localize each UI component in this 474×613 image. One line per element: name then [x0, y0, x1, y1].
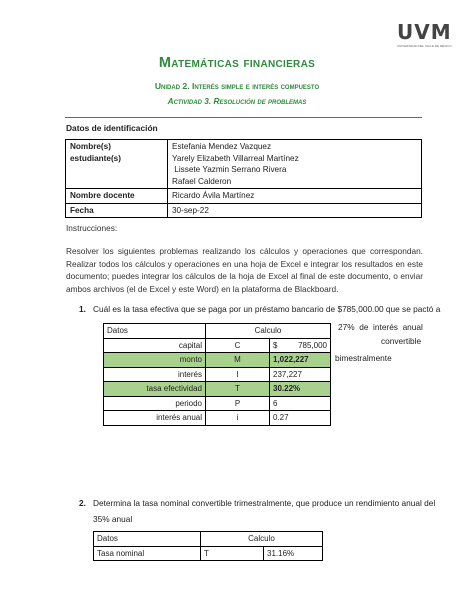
table-row-highlighted	[104, 382, 331, 397]
row-value: 6	[270, 396, 331, 411]
row-label: tasa efectividad	[104, 382, 206, 397]
instructions-body: Resolver los siguientes problemas realizando los cálculos y operaciones que correspondan. Realizar todos los cálculos y operaciones en una hoja de Excel e integrar los resultados en este documento; puedes integrar los cálculos de la hoja de Excel al final de este documento, o enviar ambos archivos (el de Excel y este Word) en la plataforma de Blackboard.	[66, 246, 423, 294]
row-value: 237,227	[270, 367, 331, 382]
row-value	[270, 338, 331, 353]
row-symbol: I	[206, 367, 270, 382]
student-name: Yarely Elizabeth Villarreal Martínez	[172, 153, 299, 163]
row-label: capital	[104, 338, 206, 353]
identification-table	[65, 139, 422, 218]
student-name: Rafael Calderon	[172, 176, 232, 186]
problem1-number: 1.	[79, 304, 86, 314]
problem2-text: Determina la tasa nominal convertible trimestralmente, que produce un rendimiento anual del	[93, 498, 436, 508]
document-title: Matemáticas financieras	[158, 55, 316, 71]
row-label: monto	[104, 353, 206, 368]
uvm-logo	[397, 20, 452, 48]
value-text: 785,000	[298, 340, 327, 350]
row-value: 1,022,227	[270, 353, 331, 368]
date-label: Fecha	[66, 203, 168, 218]
problem2-number: 2.	[79, 498, 86, 508]
activity-subtitle: Actividad 3. Resolución de problemas	[167, 96, 307, 106]
date-value: 30-sep-22	[168, 203, 422, 218]
row-symbol: M	[206, 353, 270, 368]
table-row-highlighted	[104, 353, 331, 368]
problem1-side-text: bimestralmente	[335, 353, 392, 363]
row-symbol: T	[206, 382, 270, 397]
students-label: Nombre(s) estudiante(s)	[66, 140, 168, 189]
teacher-name: Ricardo Ávila Martínez	[168, 189, 422, 204]
row-symbol: T	[201, 546, 264, 561]
table-row	[104, 396, 331, 411]
problem2-text-continued: 35% anual	[93, 514, 133, 524]
row-symbol: C	[206, 338, 270, 353]
header-calculo: Calculo	[201, 532, 323, 547]
row-value: 30.22%	[270, 382, 331, 397]
logo-tagline: UNIVERSIDAD DEL VALLE DE MÉXICO	[397, 44, 452, 48]
row-label: periodo	[104, 396, 206, 411]
row-value: 31.16%	[264, 546, 323, 561]
date-row	[66, 203, 422, 218]
row-symbol: i	[206, 411, 270, 426]
header-datos: Datos	[94, 532, 201, 547]
table-row	[94, 546, 323, 561]
row-value: 0.27	[270, 411, 331, 426]
identification-heading: Datos de identificación	[66, 123, 158, 133]
table-header-row	[94, 532, 323, 547]
currency-sign: $	[273, 340, 278, 350]
table-header-row	[104, 324, 331, 339]
problem1-text: Cuál es la tasa efectiva que se paga por un préstamo bancario de $785,000.00 que se pactó a	[93, 304, 441, 314]
row-label: interés	[104, 367, 206, 382]
unit-subtitle: Unidad 2. Interés simple e interés compuesto	[154, 81, 320, 91]
row-symbol: P	[206, 396, 270, 411]
row-label: Tasa nominal	[94, 546, 201, 561]
table-row	[104, 367, 331, 382]
row-label: interés anual	[104, 411, 206, 426]
students-cell	[168, 140, 422, 189]
problem2-table	[93, 531, 323, 561]
table-row	[104, 338, 331, 353]
header-calculo: Calculo	[206, 324, 331, 339]
instructions-heading: Instrucciones:	[66, 223, 118, 233]
problem1-side-text: convertible	[381, 336, 422, 346]
teacher-label: Nombre docente	[66, 189, 168, 204]
student-name: Estefania Mendez Vazquez	[172, 142, 272, 151]
table-row	[104, 411, 331, 426]
logo-brand: UVM	[397, 20, 452, 44]
problem1-side-text: 27% de interés anual	[338, 322, 423, 332]
header-divider	[65, 117, 422, 118]
student-name: Lissete Yazmin Serrano Rivera	[172, 165, 287, 174]
header-datos: Datos	[104, 324, 206, 339]
students-row	[66, 140, 422, 189]
teacher-row	[66, 189, 422, 204]
problem1-table	[103, 323, 331, 426]
